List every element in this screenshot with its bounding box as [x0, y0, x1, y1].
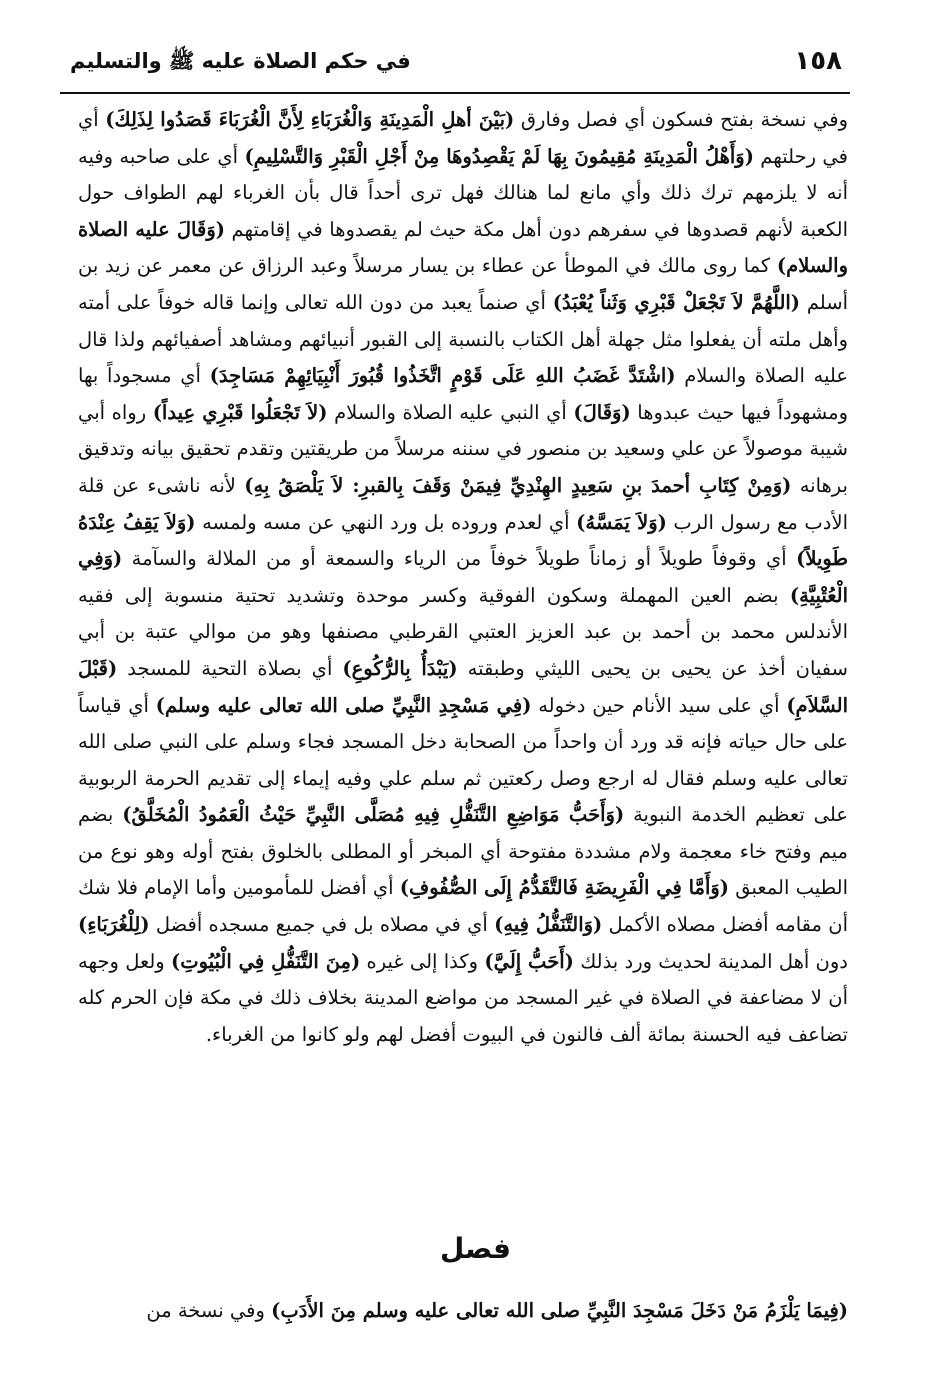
sharh-text-span: أي بصلاة التحية للمسجد: [117, 656, 343, 680]
matn-text-span: (لِلْغُرَبَاءِ): [78, 913, 150, 937]
matn-text-span: (وَقَالَ عليه الصلاة والسلام): [78, 217, 848, 278]
sharh-text-span: أي مسجوداً بها ومشهوداً فيها حيث عبدوها: [78, 364, 848, 424]
matn-text-span: (وَقَالَ): [573, 400, 631, 424]
sharh-text-span: وكذا إلى غيره: [360, 949, 485, 973]
matn-text-span: (وَمِنْ كِتَابِ أحمدَ بنِ سَعِيدٍ الهِنْدِيِّ فِيمَنْ وَقَفَ بِالقبرِ: لاَ يَلْصَقُ بِهِ): [244, 473, 792, 497]
body-paragraph: [78, 102, 848, 1053]
matn-text-span: (اللَّهُمَّ لاَ تَجْعَلْ قَبْرِي وَثَناً يُعْبَدُ): [552, 290, 801, 314]
sharh-text-span: أي على صاحبه وفيه أنه لا يلزمهم ترك ذلك وأي مانع لما هنالك فهل ترى أحداً قال بأن الغرباء لهم الطواف حول الكعبة لأنهم قصدوها في سفرهم دون أهل مكة حيث لم يقصدوها في إقامتهم: [78, 144, 848, 241]
sharh-text-span: بضم ميم وفتح خاء معجمة ولام مشددة مفتوحة أي المبخر أو المطلى بالخلوق بفتح أوله وهو نوع من الطيب المعبق: [78, 803, 848, 900]
matn-text-span: (وَالتَّنَفُّلُ فِيهِ): [494, 913, 603, 937]
sharh-text-span: دون أهل المدينة لحديث ورد بذلك: [573, 949, 848, 973]
sharh-text-span: أي النبي عليه الصلاة والسلام: [327, 400, 574, 424]
sharh-text-span: أي لعدم وروده بل ورد النهي عن مسه ولمسه: [195, 510, 577, 534]
sharh-text-span: وفي نسخة من: [146, 1299, 272, 1322]
matn-text-span: (فِي مَسْجِدِ النَّبِيِّ صلى الله تعالى عليه وسلم): [155, 693, 532, 717]
sharh-text-span: لأنه ناشىء عن قلة الأدب مع رسول الرب: [78, 473, 848, 534]
matn-text-span: (وَأَهْلُ الْمَدِينَةِ مُقِيمُونَ بِهَا لَمْ يَقْصِدُوهَا مِنْ أَجْلِ الْقَبْرِ وَالتَّسْلِيمِ): [244, 144, 754, 168]
matn-text-span: (أَحَبُّ إِلَيَّ): [484, 949, 574, 973]
matn-text-span: (اشْتَدَّ غَضَبُ اللهِ عَلَى قَوْمٍ اتَّخَذُوا قُبُورَ أَنْبِيَائِهِمْ مَسَاجِدَ): [209, 364, 676, 388]
sharh-text-span: أي أفضل للمأمومين وأما الإمام فلا شك أن مقامه أفضل مصلاه الأكمل: [78, 876, 848, 937]
sharh-text-span: وفي نسخة بفتح فسكون أي فصل وفارق: [514, 108, 848, 131]
header-rule: [60, 92, 850, 94]
sharh-text-span: أي صنماً يعبد من دون الله تعالى وإنما قاله خوفاً على أمته وأهل ملته أن يفعلوا مثل جهلة أهل الكتاب بالنسبة إلى القبور أنبيائهم ومشاهد أصفيائهم ولذا قال عليه الصلاة والسلام: [78, 290, 848, 388]
matn-text-span: (قَبْلَ السَّلاَمِ): [78, 656, 849, 717]
sharh-text-span: أي في رحلتهم: [78, 108, 849, 168]
matn-text-span: (يَبْدَأُ بِالرُّكُوعِ): [342, 656, 458, 680]
matn-text-span: (وَأَمَّا فِي الْفَرِيضَةِ فَالتَّقَدُّمُ إِلَى الصُّفُوفِ): [399, 876, 730, 900]
page-header: [60, 40, 850, 90]
matn-text-span: (فِيمَا يَلْزَمُ مَنْ دَخَلَ مَسْجِدَ النَّبِيِّ صلى الله تعالى عليه وسلم مِنَ الأَدَبِ): [271, 1299, 848, 1322]
sharh-text-span: أي على سيد الأنام حين دخوله: [531, 693, 787, 717]
matn-text-span: (مِنَ التَّنَفُّلِ فِي الْبُيُوتِ): [171, 949, 361, 973]
sharh-text-span: رواه أبي شيبة موصولاً عن علي وسعيد بن منصور في سننه مرسلاً من طريقتين وتقدم تحقيق بيانه وتدقيق برهانه: [78, 400, 848, 497]
sharh-text-span: أي وقوفاً طويلاً أو زماناً طويلاً خوفاً من الرياء والسمعة أو من الملالة والسآمة: [122, 547, 797, 571]
page-number: ١٥٨: [794, 46, 842, 76]
sharh-text-span: ولعل وجهه أن لا مضاعفة في الصلاة في غير المسجد من مواضع المدينة بخلاف ذلك في مكة فإن الحرم كله تضاعف فيه الحسنة بمائة ألف فالنون في البيوت أفضل لهم ولو كانوا من الغرباء.: [78, 949, 848, 1046]
section-heading-label: فصل: [440, 1232, 511, 1265]
matn-text-span: (بَيْنَ أهلِ الْمَدِينَةِ وَالْغُرَبَاءِ لِأَنَّ الْغُرَبَاءَ قَصَدُوا لِذَلِكَ): [105, 108, 515, 131]
section-heading: [0, 1232, 951, 1265]
tail-paragraph: [78, 1293, 848, 1330]
matn-text-span: (لاَ تَجْعَلُوا قَبْرِي عِيداً): [152, 400, 328, 424]
body-text: [78, 102, 848, 1053]
matn-text-span: (وَفِي الْعُتْبِيَّةِ): [78, 547, 848, 607]
matn-text-span: (وَلاَ يَقِفُ عِنْدَهُ طَوِيلاً): [78, 510, 848, 571]
running-title: في حكم الصلاة عليه ﷺ والتسليم: [70, 49, 411, 73]
matn-text-span: (وَأَحَبُّ مَوَاضِعِ التَّنَفُّلِ فِيهِ مُصَلَّى النَّبِيِّ حَيْثُ الْعَمُودُ الْمُخَلَّقُ): [122, 803, 625, 827]
sharh-text-span: أي في مصلاه بل في جميع مسجده أفضل: [149, 913, 495, 937]
sharh-text-span: بضم العين المهملة وسكون الفوقية وكسر موحدة وتشديد تحتية منسوبة إلى فقيه الأندلس محمد بن أحمد بن عبد العزيز العتبي القرطبي مصنفها وهو من موالي عتبة بن أبي سفيان أخذ عن يحيى بن يحيى الليثي وطبقته: [78, 583, 848, 680]
sharh-text-span: كما روى مالك في الموطأ عن عطاء بن يسار مرسلاً وعبد الرزاق عن معمر عن زيد بن أسلم: [78, 254, 849, 314]
tail-text: [78, 1293, 848, 1330]
matn-text-span: (وَلاَ يَمَسَّهُ): [576, 510, 667, 534]
sharh-text-span: أي قياساً على حال حياته فإنه قد ورد أن واحداً من الصحابة دخل المسجد فجاء وسلم على النبي صلى الله تعالى عليه وسلم فقال له ارجع وصل ركعتين ثم سلم علي وفيه إيماء إلى تقديم الحرمة الربوبية على تعظيم الخدمة النبوية: [78, 693, 849, 827]
